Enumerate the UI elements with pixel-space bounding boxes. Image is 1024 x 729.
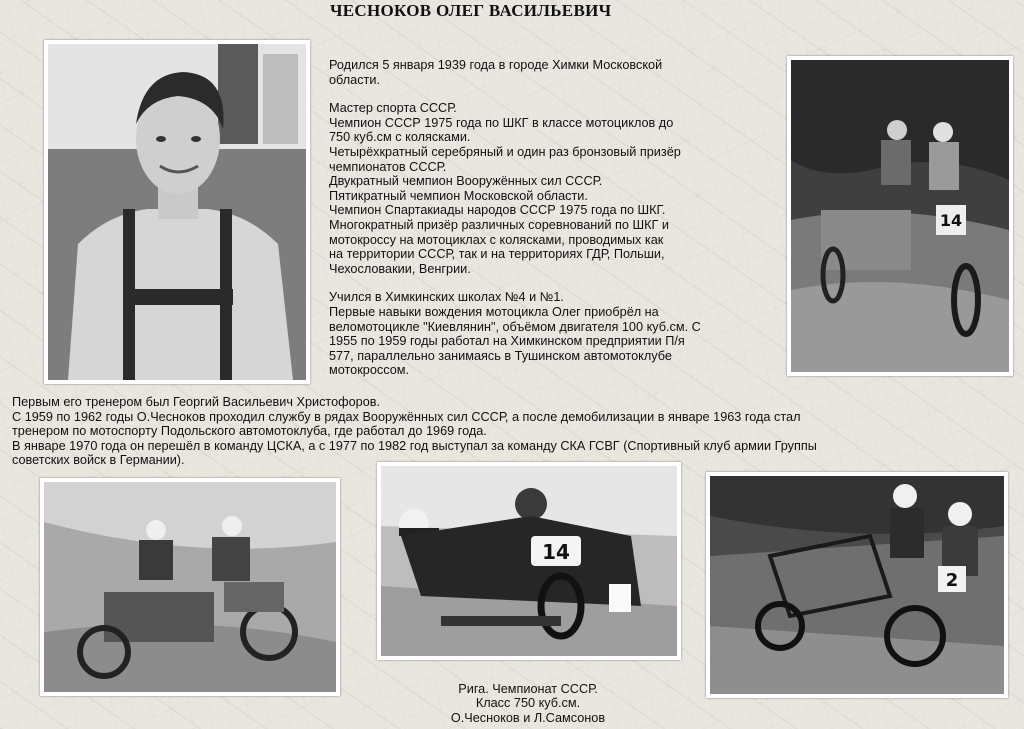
caption-line: Рига. Чемпионат СССР. [458, 681, 598, 696]
bio-line: мотокроссу на мотоциклах с колясками, проводимых как [329, 232, 664, 247]
sidecar-grass-photo [40, 478, 340, 696]
career-line: С 1959 по 1962 годы О.Чесноков проходил службу в рядах Вооружённых сил СССР, а после демобилизации в январе 1963 года стал [12, 409, 801, 424]
bio-line: Чехословакии, Венгрии. [329, 261, 471, 276]
page-title: ЧЕСНОКОВ ОЛЕГ ВАСИЛЬЕВИЧ [330, 1, 612, 20]
caption-line: О.Чесноков и Л.Самсонов [450, 710, 606, 725]
bio-line: Двукратный чемпион Вооружённых сил СССР. [329, 174, 603, 189]
photo-caption [378, 682, 678, 726]
sidecar-jump-photo [706, 472, 1008, 698]
bio-line: Родился 5 января 1939 года в городе Химки Московской [329, 58, 663, 72]
sidecar-hill-photo [787, 56, 1013, 376]
bio-line: Чемпион СССР 1975 года по ШКГ в классе мотоциклов до [329, 115, 674, 130]
bio-line: мотокроссом. [329, 363, 410, 378]
bio-line: Чемпион Спартакиады народов СССР 1975 года по ШКГ. [329, 203, 666, 218]
race-number: 14 [542, 540, 570, 564]
bio-line: области. [329, 72, 380, 87]
career-line: Первым его тренером был Георгий Васильевич Христофоров. [12, 395, 381, 409]
race-number: 2 [945, 570, 959, 591]
caption-line: Класс 750 куб.см. [475, 696, 581, 711]
sidecar-race-photo [377, 462, 681, 660]
race-number: 14 [939, 211, 963, 230]
bio-line: 577, параллельно занимаясь в Тушинском автомотоклубе [329, 348, 672, 363]
biography [329, 58, 779, 378]
bio-line: Учился в Химкинских школах №4 и №1. [329, 290, 564, 305]
bio-line: Пятикратный чемпион Московской области. [329, 188, 588, 203]
career-text [12, 395, 1017, 468]
bio-line: Многократный призёр различных соревнований по ШКГ и [329, 217, 669, 232]
career-line: В январе 1970 года он перешёл в команду ЦСКА, а с 1977 по 1982 год выступал за команду СКА ГСВГ (Спортивный клуб армии Группы [12, 438, 817, 453]
bio-line: на территории СССР, так и на территориях ГДР, Польши, [329, 247, 665, 262]
bio-line: Мастер спорта СССР. [329, 101, 457, 116]
bio-line: веломотоцикле "Киевлянин", объёмом двигателя 100 куб.см. С [329, 319, 701, 334]
bio-line: 750 куб.см с колясками. [329, 130, 471, 145]
bio-line: Четырёхкратный серебряный и один раз бронзовый призёр [329, 144, 681, 159]
portrait-photo [44, 40, 310, 384]
bio-line: чемпионатов СССР. [329, 159, 447, 174]
career-line: советских войск в Германии). [12, 453, 185, 468]
career-line: тренером по мотоспорту Подольского автомотоклуба, где работал до 1969 года. [12, 424, 487, 439]
bio-line: 1955 по 1959 годы работал на Химкинском предприятии П/я [329, 334, 685, 349]
bio-line: Первые навыки вождения мотоцикла Олег приобрёл на [329, 304, 659, 319]
